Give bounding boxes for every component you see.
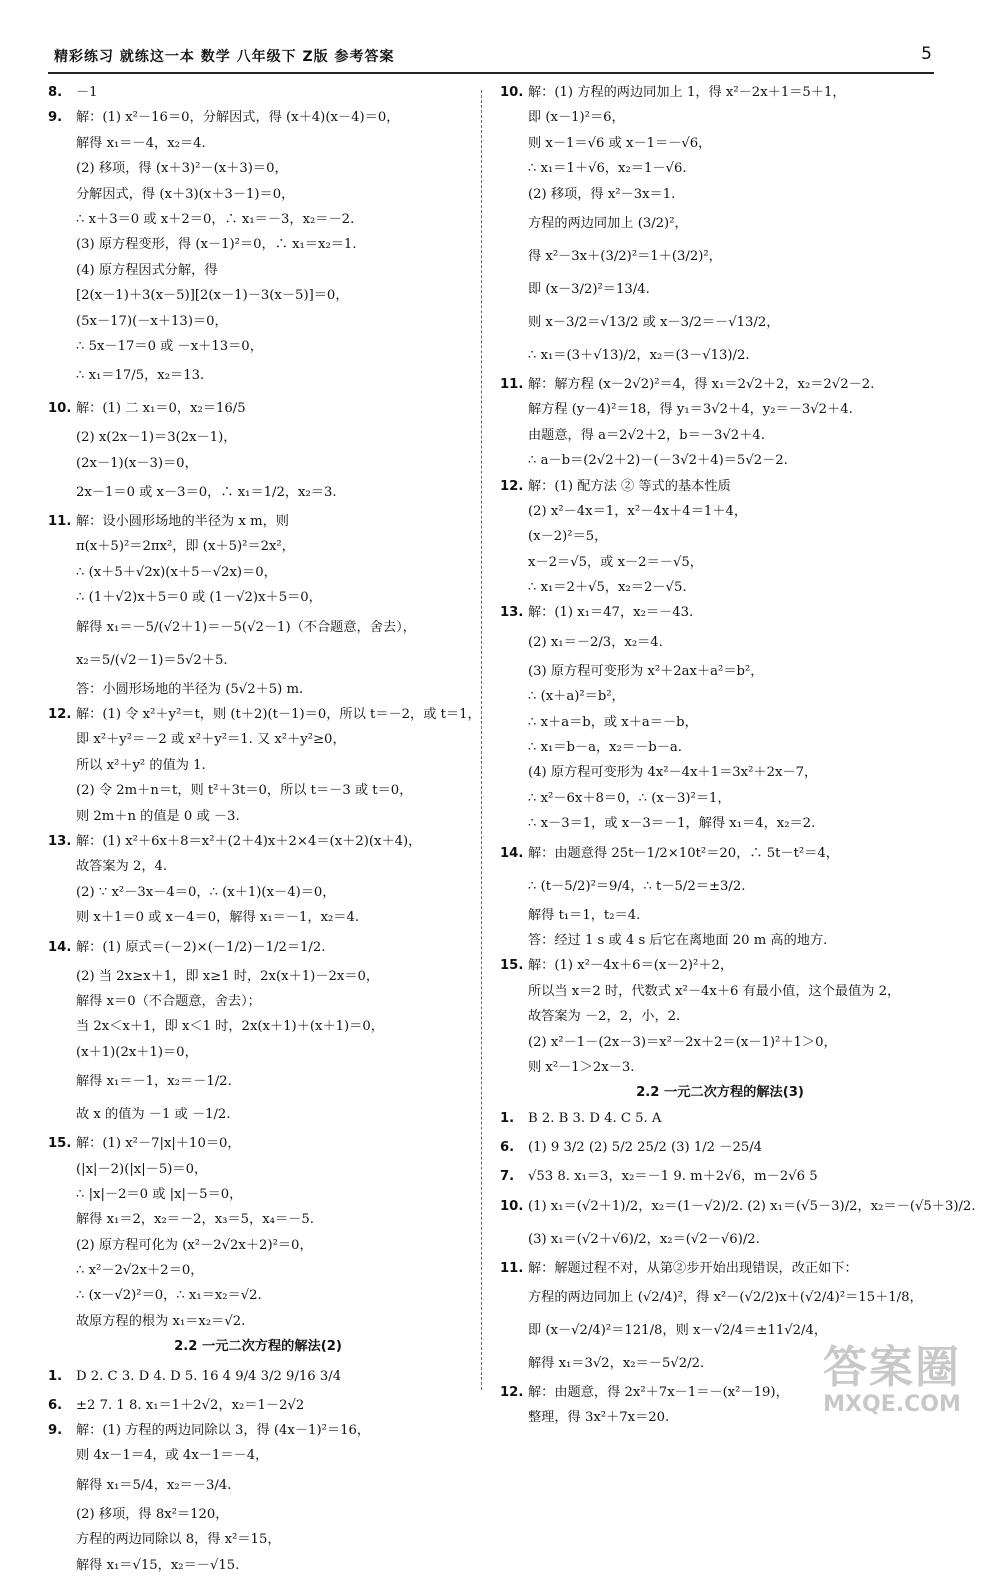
answer-text: 解：由题意得 25t－1/2×10t²＝20，∴ 5t－t²＝4， (528, 845, 839, 861)
answer-text: (2) 移项，得 8x²＝120， (76, 1506, 229, 1522)
answer-line (48, 309, 468, 334)
answer-text: ∴ (x＋a)²＝b²， (528, 689, 625, 705)
answer-text: ∴ x²－2√2x＋2＝0， (76, 1263, 204, 1279)
answer-text: (2x－1)(x－3)＝0， (76, 455, 198, 471)
answer-text: 解：(1) x₁＝47，x₂＝－43. (528, 605, 694, 621)
item-number: 13. (500, 605, 524, 621)
answer-line (48, 611, 468, 644)
answer-text: (4) 原方程可变形为 4x²－4x＋1＝3x²＋2x－7， (528, 765, 818, 781)
answer-text: 解：设小圆形场地的半径为 x m，则 (76, 514, 289, 530)
answer-text: 由题意，得 a＝2√2＋2，b＝－3√2＋4. (528, 427, 765, 443)
item-number: 6. (48, 1397, 63, 1413)
answer-text: 则 2m＋n 的值是 0 或 －3. (76, 808, 240, 824)
answer-line (48, 258, 468, 283)
answer-text: ∴ (t－5/2)²＝9/4，∴ t－5/2＝±3/2. (528, 878, 746, 894)
answer-line (48, 334, 468, 359)
answer-text: π(x＋5)²＝2πx²，即 (x＋5)²＝2x²， (76, 539, 295, 555)
answer-text: (1) 9 3/2 (2) 5/2 25/2 (3) 1/2 －25/4 (528, 1140, 763, 1156)
answer-line (500, 550, 940, 575)
answer-line (48, 854, 468, 879)
answer-text: (2) 当 2x≥x＋1，即 x≥1 时，2x(x＋1)－2x＝0， (76, 968, 380, 984)
answer-text: 解得 x₁＝－1，x₂＝－1/2. (76, 1074, 232, 1090)
item-number: 1. (500, 1110, 515, 1126)
answer-text: 解：(1) 原式＝(－2)×(－1/2)－1/2＝1/2. (76, 939, 326, 955)
answer-line (500, 870, 940, 903)
answer-item (500, 1131, 940, 1164)
answer-text: －1 (76, 85, 98, 100)
item-number: 9. (48, 1423, 63, 1439)
answer-line (500, 760, 940, 785)
answer-item (48, 80, 468, 105)
answer-line (48, 182, 468, 207)
answer-text: 解得 t₁＝1，t₂＝4. (528, 907, 641, 923)
answer-line (48, 804, 468, 829)
answer-text: 解：由题意，得 2x²＋7x－1＝－(x²－19)， (528, 1384, 789, 1400)
column-divider (481, 90, 482, 1390)
answer-text: x₂＝5/(√2－1)＝5√2＋5. (76, 652, 228, 668)
answer-text: 则 4x－1＝4，或 4x－1＝－4， (76, 1448, 269, 1464)
answer-line (500, 1030, 940, 1055)
answer-line (500, 524, 940, 549)
answer-line (500, 1281, 940, 1314)
answer-text: (2) x²－4x＝1，x²－4x＋4＝1＋4， (528, 503, 748, 519)
answer-line (500, 626, 940, 659)
left-column (48, 80, 481, 1578)
answer-item (500, 372, 940, 397)
answer-text: 解：(1) 二 x₁＝0，x₂＝16/5 (76, 401, 246, 417)
answer-text: ∴ x₁＝(3＋√13)/2，x₂＝(3－√13)/2. (528, 347, 750, 363)
page-header (48, 38, 934, 74)
answer-text: 方程的两边同加上 (3/2)²， (528, 215, 688, 231)
answer-item (48, 509, 468, 534)
answer-text: (2) 移项，得 (x＋3)²－(x＋3)＝0， (76, 161, 288, 177)
answer-line (48, 1207, 468, 1232)
answer-line (500, 273, 940, 306)
answer-text: 解：(1) x²＋6x＋8＝x²＋(2＋4)x＋2×4＝(x＋2)(x＋4)， (76, 833, 422, 849)
answer-text: (|x|－2)(|x|－5)＝0， (76, 1161, 208, 1177)
answer-text: 则 x－1＝√6 或 x－1＝－√6， (528, 135, 712, 151)
answer-text: 解方程 (y－4)²＝18，得 y₁＝3√2＋4，y₂＝－3√2＋4. (528, 402, 853, 418)
item-number: 12. (500, 478, 524, 494)
answer-line (500, 684, 940, 709)
answer-text: 方程的两边同除以 8，得 x²＝15， (76, 1532, 281, 1548)
answer-text: 整理，得 3x²＋7x＝20. (528, 1410, 670, 1426)
answer-text: 解：解题过程不对，从第②步开始出现错误，改正如下： (528, 1260, 858, 1276)
answer-text: 解：(1) 方程的两边同除以 3，得 (4x－1)²＝16， (76, 1423, 371, 1439)
answer-line (500, 182, 940, 207)
item-number: 1. (48, 1368, 63, 1384)
answer-text: ∴ (1＋√2)x＋5＝0 或 (1－√2)x＋5＝0， (76, 590, 322, 606)
item-number: 11. (500, 1260, 524, 1276)
answer-text: (x＋1)(2x＋1)＝0， (76, 1044, 198, 1060)
answer-line (500, 105, 940, 130)
answer-line (500, 786, 940, 811)
answer-text: 解得 x₁＝5/4，x₂＝－3/4. (76, 1477, 232, 1493)
answer-text: 故答案为 －2，2，小，2. (528, 1009, 681, 1025)
item-number: 15. (500, 958, 524, 974)
answer-item (500, 1164, 940, 1189)
answer-line (48, 1309, 468, 1334)
answer-text: ∴ (x－√2)²＝0，∴ x₁＝x₂＝√2. (76, 1288, 262, 1304)
answer-text: ∴ (x＋5＋√2x)(x＋5－√2x)＝0， (76, 564, 277, 580)
answer-item (48, 392, 468, 425)
answer-text: (2) 原方程可化为 (x²－2√2x＋2)²＝0， (76, 1237, 313, 1253)
answer-line (48, 778, 468, 803)
item-number: 10. (500, 85, 524, 100)
answer-line (500, 131, 940, 156)
answer-line (500, 710, 940, 735)
answer-text: 答：经过 1 s 或 4 s 后它在离地面 20 m 高的地方. (528, 932, 828, 948)
answer-line (48, 727, 468, 752)
answer-text: 解：(1) 令 x²＋y²＝t，则 (t＋2)(t－1)＝0，所以 t＝－2，或 t＝1， (76, 707, 481, 723)
answer-text: B 2. B 3. D 4. C 5. A (528, 1110, 662, 1126)
right-column (500, 80, 976, 1431)
answer-line (500, 735, 940, 760)
answer-text: 解：(1) x²－4x＋6＝(x－2)²＋2， (528, 958, 734, 974)
answer-text: 即 (x－1)²＝6， (528, 110, 625, 126)
item-number: 7. (500, 1169, 515, 1185)
answer-item (48, 1393, 468, 1418)
answer-text: (2) x(2x－1)＝3(2x－1)， (76, 430, 237, 446)
answer-item (48, 1131, 468, 1156)
answer-line (48, 1443, 468, 1468)
answer-text: (5x－17)(－x＋13)＝0， (76, 313, 228, 329)
answer-text: ∴ a－b＝(2√2＋2)－(－3√2＋4)＝5√2－2. (528, 453, 788, 469)
answer-item (48, 1360, 468, 1393)
answer-line (500, 811, 940, 836)
answer-text: 即 (x－3/2)²＝13/4. (528, 281, 650, 297)
item-number: 9. (48, 110, 63, 126)
answer-line (500, 240, 940, 273)
answer-line (48, 359, 468, 392)
answer-line (48, 560, 468, 585)
item-number: 10. (500, 1198, 524, 1214)
answer-text: 则 x＋1＝0 或 x－4＝0，解得 x₁＝－1，x₂＝4. (76, 910, 360, 926)
answer-line (500, 207, 940, 240)
answer-line (500, 1223, 940, 1256)
item-number: 14. (48, 939, 72, 955)
item-number: 11. (48, 514, 72, 530)
answer-text: (1) x₁＝(√2＋1)/2，x₂＝(1－√2)/2. (2) x₁＝(√5－3)/2，x₂＝－(√5＋3)/2. (528, 1198, 976, 1214)
answer-line (48, 476, 468, 509)
answer-text: √53 8. x₁＝3，x₂＝－1 9. m＋2√6，m－2√6 5 (528, 1169, 818, 1185)
answer-item (500, 1190, 976, 1223)
answer-line (48, 1233, 468, 1258)
answer-line (500, 423, 940, 448)
answer-line (500, 1055, 940, 1080)
answer-text: ∴ x²－6x＋8＝0，∴ (x－3)²＝1， (528, 790, 731, 806)
answer-text: (3) 原方程可变形为 x²＋2ax＋a²＝b²， (528, 663, 764, 679)
answer-text: 解：(1) x²－16＝0，分解因式，得 (x＋4)(x－4)＝0， (76, 110, 400, 126)
item-number: 13. (48, 833, 72, 849)
answer-text: x－2＝√5，或 x－2＝－√5， (528, 554, 703, 570)
watermark-url: MXQE.COM (823, 1392, 961, 1417)
answer-text: D 2. C 3. D 4. D 5. 16 4 9/4 3/2 9/16 3/4 (76, 1368, 342, 1384)
answer-item (48, 105, 468, 130)
answer-text: (2) x₁＝－2/3，x₂＝4. (528, 634, 663, 650)
answer-text: ∴ x－3＝1，或 x－3＝－1，解得 x₁＝4，x₂＝2. (528, 816, 816, 832)
answer-text: 解得 x₁＝－4，x₂＝4. (76, 135, 206, 151)
answer-line (48, 905, 468, 930)
answer-text: 即 x²＋y²＝－2 或 x²＋y²＝1. 又 x²＋y²≥0， (76, 732, 346, 748)
answer-item (48, 1418, 468, 1443)
answer-text: 解：(1) 方程的两边同加上 1，得 x²－2x＋1＝5＋1， (528, 85, 846, 100)
answer-text: ∴ 5x－17＝0 或 －x＋13＝0， (76, 338, 263, 354)
answer-line (48, 1014, 468, 1039)
answer-line (48, 534, 468, 559)
item-number: 10. (48, 401, 72, 417)
answer-text: 故 x 的值为 －1 或 －1/2. (76, 1107, 231, 1123)
answer-text: 解：解方程 (x－2√2)²＝4，得 x₁＝2√2＋2，x₂＝2√2－2. (528, 376, 875, 392)
answer-line (48, 1258, 468, 1283)
answer-line (48, 232, 468, 257)
answer-line (48, 131, 468, 156)
answer-line (500, 1004, 940, 1029)
answer-text: 解得 x₁＝√15，x₂＝－√15. (76, 1557, 240, 1573)
answer-text: ∴ x₁＝17/5，x₂＝13. (76, 368, 205, 384)
answer-text: 则 x－3/2＝√13/2 或 x－3/2＝－√13/2， (528, 314, 780, 330)
answer-line (48, 1065, 468, 1098)
answer-text: 所以当 x＝2 时，代数式 x²－4x＋6 有最小值，这个最值为 2， (528, 983, 901, 999)
answer-text: 解得 x₁＝2，x₂＝－2，x₃＝5，x₄＝－5. (76, 1212, 314, 1228)
answer-line (48, 451, 468, 476)
item-number: 12. (500, 1384, 524, 1400)
section-heading: 2.2 一元二次方程的解法(3) (636, 1085, 804, 1101)
watermark (802, 1344, 982, 1424)
answer-text: ∴ x＋3＝0 或 x＋2＝0，∴ x₁＝－3，x₂＝－2. (76, 211, 355, 227)
answer-text: 解：(1) x²－7|x|＋10＝0， (76, 1136, 241, 1152)
answer-line (500, 156, 940, 181)
answer-line (48, 753, 468, 778)
answer-line (500, 339, 940, 372)
answer-text: 故答案为 2，4. (76, 859, 168, 875)
answer-line (48, 207, 468, 232)
answer-text: 分解因式，得 (x＋3)(x＋3－1)＝0， (76, 186, 295, 202)
answer-text: (x－2)²＝5， (528, 529, 608, 545)
item-number: 8. (48, 85, 63, 100)
answer-line (500, 928, 940, 953)
answer-text: (2) 令 2m＋n＝t，则 t²＋3t＝0，所以 t＝－3 或 t＝0， (76, 783, 413, 799)
answer-line (500, 397, 940, 422)
answer-line (500, 659, 940, 684)
answer-text: 得 x²－3x＋(3/2)²＝1＋(3/2)²， (528, 248, 722, 264)
answer-line (48, 283, 468, 308)
watermark-logo: 答案圈 (823, 1342, 961, 1393)
answer-text: (3) 原方程变形，得 (x－1)²＝0，∴ x₁＝x₂＝1. (76, 237, 357, 253)
answer-line (500, 903, 940, 928)
answer-text: 当 2x＜x＋1，即 x＜1 时，2x(x＋1)＋(x＋1)＝0， (76, 1019, 384, 1035)
answer-text: ±2 7. 1 8. x₁＝1＋2√2，x₂＝1－2√2 (76, 1397, 305, 1413)
answer-text: 解得 x₁＝3√2，x₂＝－5√2/2. (528, 1355, 705, 1371)
answer-line (48, 1283, 468, 1308)
answer-text: (4) 原方程因式分解，得 (76, 262, 218, 278)
answer-text: 解得 x＝0（不合题意，舍去）； (76, 993, 261, 1009)
answer-line (48, 964, 468, 989)
answer-text: 解得 x₁＝－5/(√2＋1)＝－5(√2－1)（不合题意，舍去）， (76, 619, 416, 635)
answer-text: (2) ∵ x²－3x－4＝0，∴ (x＋1)(x－4)＝0， (76, 884, 336, 900)
item-number: 14. (500, 845, 524, 861)
answer-text: 解：(1) 配方法 ② 等式的基本性质 (528, 478, 731, 494)
answer-item (48, 931, 468, 964)
answer-item (500, 1256, 940, 1281)
answer-text: ∴ |x|－2＝0 或 |x|－5＝0， (76, 1186, 243, 1202)
answer-item (500, 600, 940, 625)
answer-text: (2) 移项，得 x²－3x＝1. (528, 186, 676, 202)
answer-text: [2(x－1)＋3(x－5)][2(x－1)－3(x－5)]＝0， (76, 288, 349, 304)
answer-line (48, 1157, 468, 1182)
answer-line (48, 644, 468, 677)
answer-line (48, 677, 468, 702)
answer-line (500, 448, 940, 473)
answer-line (48, 425, 468, 450)
answer-text: 2x－1＝0 或 x－3＝0，∴ x₁＝1/2，x₂＝3. (76, 485, 337, 501)
answer-item (500, 953, 940, 978)
answer-item (500, 837, 940, 870)
answer-item (500, 80, 940, 105)
answer-text: 所以 x²＋y² 的值为 1. (76, 757, 206, 773)
answer-line (48, 1182, 468, 1207)
answer-item (48, 829, 468, 854)
answer-item (500, 1106, 940, 1131)
answer-line (500, 979, 940, 1004)
item-number: 12. (48, 707, 72, 723)
answer-text: 即 (x－√2/4)²＝121/8，则 x－√2/4＝±11√2/4， (528, 1322, 828, 1338)
answer-line (48, 1553, 468, 1578)
answer-line (48, 1527, 468, 1552)
answer-text: ∴ x₁＝2＋√5，x₂＝2－√5. (528, 580, 687, 596)
answer-line (48, 1502, 468, 1527)
answer-line (48, 585, 468, 610)
answer-text: ∴ x＋a＝b，或 x＋a＝－b， (528, 714, 698, 730)
answer-line (48, 989, 468, 1014)
answer-text: ∴ x₁＝b－a，x₂＝－b－a. (528, 740, 682, 756)
item-number: 11. (500, 376, 524, 392)
answer-line (48, 156, 468, 181)
answer-text: (2) x²－1－(2x－3)＝x²－2x＋2＝(x－1)²＋1＞0， (528, 1034, 837, 1050)
answer-line (48, 1098, 468, 1131)
answer-text: 则 x²－1＞2x－3. (528, 1059, 635, 1075)
answer-text: 答：小圆形场地的半径为 (5√2＋5) m. (76, 681, 304, 697)
answer-item (500, 474, 940, 499)
page-number: 5 (921, 44, 932, 64)
answer-text: 故原方程的根为 x₁＝x₂＝√2. (76, 1313, 246, 1329)
answer-text: 方程的两边同加上 (√2/4)²，得 x²－(√2/2)x＋(√2/4)²＝15＋1/8， (528, 1289, 923, 1305)
answer-line (48, 880, 468, 905)
section-heading: 2.2 一元二次方程的解法(2) (174, 1339, 342, 1355)
answer-line (48, 1040, 468, 1065)
answer-line (48, 1469, 468, 1502)
item-number: 15. (48, 1136, 72, 1152)
answer-text: (3) x₁＝(√2＋√6)/2，x₂＝(√2－√6)/2. (528, 1231, 760, 1247)
header-title: 精彩练习 就练这一本 数学 八年级下 Z版 参考答案 (54, 49, 395, 65)
answer-item (48, 702, 481, 727)
answer-text: ∴ x₁＝1＋√6，x₂＝1－√6. (528, 161, 687, 177)
answer-line (500, 575, 940, 600)
answer-line (500, 499, 940, 524)
answer-line (500, 306, 940, 339)
item-number: 6. (500, 1140, 515, 1156)
